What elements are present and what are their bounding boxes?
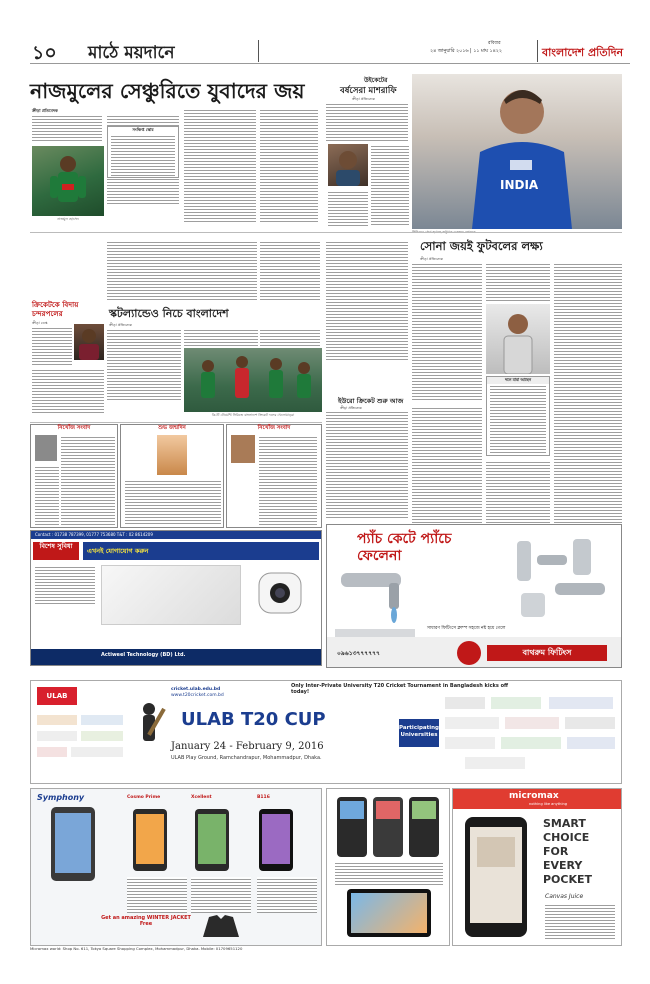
ad-ulab-participating: Participating Universities — [399, 719, 439, 747]
india-player-photo — [412, 74, 622, 229]
ad-symphony-brand: Symphony — [37, 793, 85, 802]
batsman-silhouette — [129, 701, 169, 761]
classified-title-3: নিখোঁজ সংবাদ — [257, 425, 291, 431]
nazmul-photo — [32, 146, 104, 216]
classified-missing-2 — [226, 424, 322, 528]
retire-text-1 — [32, 326, 72, 366]
side-text-3 — [328, 190, 368, 226]
micromax-phone — [459, 813, 539, 943]
phones-illustration — [37, 803, 317, 883]
ad-bathroom-tagline: সাধারণ ফিটিংসে ক্লাম্প সহজে নষ্ট হয়ে গেলে — [427, 626, 506, 631]
ad-micromax-brand: micromax — [509, 791, 559, 801]
europa-byline: ক্রীড়া প্রতিবেদক — [340, 406, 362, 410]
jacket-icon — [201, 913, 241, 939]
footballer-photo — [486, 304, 550, 374]
mashrafe-photo — [328, 144, 368, 186]
sponsor-logos — [37, 715, 125, 779]
scotland-text-top — [107, 240, 257, 300]
team-photo — [184, 348, 322, 412]
ad-special-offer[interactable] — [30, 530, 322, 666]
side-text-1 — [326, 102, 408, 142]
ad-micromax-slogan-4: EVERY — [543, 859, 583, 872]
university-logo-8 — [501, 737, 561, 749]
retire-headline: ক্রিকেটকে বিদায় চন্দরপলের — [32, 300, 79, 318]
lead-column-4 — [260, 108, 318, 224]
score-box — [107, 126, 179, 178]
squad-table — [486, 376, 550, 456]
paper-logo: বাংলাদেশ প্রতিদিন — [542, 46, 624, 59]
ad-special-title: বিশেষ সুবিধা — [33, 542, 79, 560]
masthead — [30, 38, 630, 64]
university-logo-7 — [445, 737, 495, 749]
weekday: রবিবার — [488, 41, 501, 46]
ad-bathroom-headline: প্যাঁচ কেটে প্যাঁচে ফেলেনা — [357, 531, 452, 564]
side-kicker: উইকেটের — [364, 77, 388, 84]
date-line: ২৪ জানুয়ারি ২০১৬ | ১১ মাঘ ১৪২২ — [430, 49, 502, 54]
lead-column-1 — [32, 114, 102, 142]
europa-text-top — [326, 240, 408, 360]
lead-headline: নাজমুলের সেঞ্চুরিতে যুবাদের জয় — [30, 79, 305, 103]
university-logo-4 — [445, 717, 499, 729]
cricketer-figure — [412, 74, 622, 229]
ad-symphony-offer: Get an amazing WINTER JACKET Free — [101, 915, 191, 927]
classified-missing-1 — [30, 424, 118, 528]
lead-byline: ক্রীড়া প্রতিবেদক — [32, 108, 58, 113]
india-photo-caption — [412, 230, 622, 236]
batsman-figure — [32, 146, 104, 216]
side-headline: বর্ষসেরা মাশরাফি — [340, 86, 397, 96]
football-column-3 — [554, 262, 622, 558]
classified-title-2: শুভ জন্মদিন — [158, 425, 186, 431]
ad-bathroom[interactable] — [326, 524, 622, 668]
ulab-logo: ULAB — [37, 687, 77, 705]
scotland-text-top-2 — [260, 240, 320, 300]
tablet-image — [347, 889, 431, 937]
ad-ulab-dates: January 24 - February 9, 2016 — [171, 741, 324, 752]
retire-byline: ক্রীড়া ডেস্ক — [32, 321, 48, 325]
faucet-illustration — [331, 565, 421, 645]
chanderpaul-photo — [74, 324, 104, 360]
classified-birthday — [120, 424, 224, 528]
ad-special-company: Actiweel Technology (BD) Ltd. — [101, 652, 186, 658]
ad-symphony[interactable] — [30, 788, 322, 946]
team-players-figure — [184, 348, 322, 412]
ad-micromax-slogan-5: POCKET — [543, 873, 593, 886]
ad-bathroom-phone: ০৯৬১৩৭৭৭৭৭৭ — [337, 650, 380, 657]
scotland-column-2 — [184, 328, 258, 346]
phone-name-1: Cosmo Prime — [127, 795, 161, 800]
ad-micromax-slogan-3: FOR — [543, 845, 569, 858]
ad-ulab-event: ULAB T20 CUP — [181, 709, 326, 730]
squad-table-title: দলে যারা আছেন — [487, 377, 549, 384]
ad-special-phone: Contact : 01738 787399, 01777 753680 T&T : 02 8614209 — [35, 532, 153, 537]
team-photo-caption: ত্রি-টি টোয়েন্টি সিরিজে বাংলাদেশ ক্রিকেট দলের খেলোয়াড়রা — [211, 413, 295, 417]
university-logo-3 — [549, 697, 613, 709]
classified-title-1: নিখোঁজ সংবাদ — [57, 425, 91, 431]
scotland-byline: ক্রীড়া প্রতিবেদক — [109, 323, 133, 327]
ad-bathroom-brand: বাথরুম ফিটিংস — [487, 645, 607, 661]
phone-name-3: B116 — [257, 795, 270, 800]
ad-special-device — [249, 565, 311, 625]
university-logo-9 — [567, 737, 615, 749]
lead-column-3 — [184, 108, 256, 224]
section-title: মাঠে ময়দানে — [88, 43, 175, 63]
university-logo-1 — [445, 697, 485, 709]
lead-photo-caption: নাজমুল হোসেন — [57, 217, 79, 221]
ad-feature-phones[interactable] — [326, 788, 450, 946]
football-headline: সোনা জয়ই ফুটবলের লক্ষ্য — [420, 239, 543, 253]
europa-text — [326, 410, 408, 520]
score-box-title: সংক্ষিপ্ত স্কোর — [132, 127, 154, 132]
university-logo-6 — [565, 717, 615, 729]
side-byline: ক্রীড়া প্রতিবেদক — [352, 97, 376, 101]
ad-micromax-slogan-1: SMART — [543, 817, 586, 830]
university-logo-10 — [465, 757, 525, 769]
phone-name-2: Xcellent — [191, 795, 212, 800]
university-logo-2 — [491, 697, 541, 709]
football-column-2 — [486, 262, 550, 302]
scotland-headline: স্কটল্যান্ডেও নিচে বাংলাদেশ — [109, 307, 229, 320]
ad-micromax-slogan-2: CHOICE — [543, 831, 590, 844]
ad-ulab-top: Only Inter-Private University T20 Cricket Tournament in Bangladesh kicks off today! — [291, 683, 509, 695]
page-number: ১০ — [32, 42, 57, 64]
ad-ulab-site: cricket.ulab.edu.bd — [171, 687, 221, 692]
ad-symphony-footer: Micromax world: Shop No. 611, Tokyo Square Shopping Complex, Mohammadpur, Dhaka. Mobile: 01709651120 — [30, 946, 243, 951]
europa-headline: ইউরো ক্রিকেট শুরু আজ — [338, 397, 404, 405]
ad-ulab[interactable] — [30, 680, 622, 784]
scotland-column-1 — [107, 328, 181, 402]
fittings-illustration — [507, 531, 617, 627]
ad-special-offer-text: এখনই যোগাযোগ করুন — [87, 547, 149, 555]
university-logo-5 — [505, 717, 559, 729]
ad-ulab-venue: ULAB Play Ground, Ramchandrapur, Mohammadpur, Dhaka. — [171, 755, 322, 761]
retire-text-2 — [32, 368, 104, 414]
scotland-column-3 — [260, 328, 320, 346]
ad-micromax-model: Canvas Juice — [545, 893, 584, 900]
football-column-1 — [412, 262, 482, 402]
svg-text:INDIA: INDIA — [500, 178, 539, 192]
ad-micromax[interactable] — [452, 788, 622, 946]
football-byline: ক্রীড়া প্রতিবেদক — [420, 257, 444, 261]
ad-micromax-tagline: nothing like anything — [529, 802, 568, 806]
side-text-2 — [371, 144, 409, 226]
ad-ulab-site2: www.t20cricket.com.bd — [171, 693, 224, 698]
